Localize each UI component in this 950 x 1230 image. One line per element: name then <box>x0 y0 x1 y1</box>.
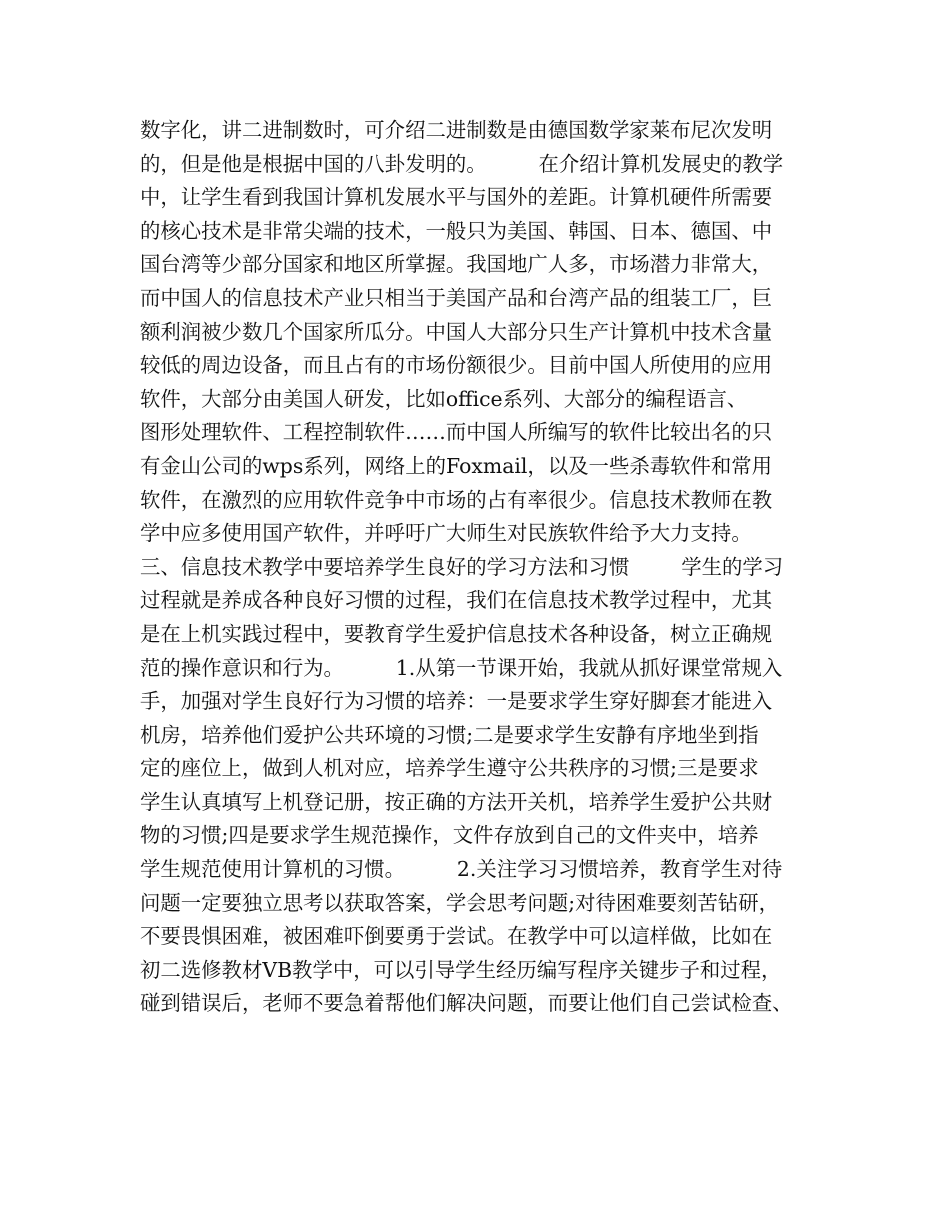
text-line: 不要畏惧困难，被困难吓倒要勇于尝试。在教学中可以這样做，比如在 <box>140 924 773 949</box>
text-line: 是在上机实践过程中，要教育学生爱护信息技术各种设备，树立正确规 <box>140 621 773 646</box>
text-line: 学生规范使用计算机的习惯。 2.关注学习习惯培养，教育学生对待 <box>140 857 783 882</box>
text-line: 初二选修教材VB教学中，可以引导学生经历编写程序关键步子和过程， <box>140 957 782 982</box>
text-line: 软件，大部分由美国人研发，比如office系列、大部分的编程语言、 <box>140 386 748 411</box>
text-line: 问题一定要独立思考以获取答案，学会思考问题;对待困难要刻苦钻研， <box>140 890 779 915</box>
text-line: 软件，在激烈的应用软件竞争中市场的占有率很少。信息技术教师在教 <box>140 487 773 512</box>
text-line: 手，加强对学生良好行为习惯的培养：一是要求学生穿好脚套才能进入 <box>140 689 773 714</box>
text-line: 过程就是养成各种良好习惯的过程，我们在信息技术教学过程中，尤其 <box>140 588 773 613</box>
text-line: 有金山公司的wps系列，网络上的Foxmail，以及一些杀毒软件和常用 <box>140 453 773 478</box>
text-line: 数字化，讲二进制数时，可介绍二进制数是由德国数学家莱布尼次发明 <box>140 118 773 142</box>
text-line: 机房，培养他们爱护公共环境的习惯;二是要求学生安静有序地坐到指 <box>140 722 759 747</box>
text-line: 范的操作意识和行为。 1.从第一节课开始，我就从抓好课堂常规入 <box>140 655 783 680</box>
text-line: 定的座位上，做到人机对应，培养学生遵守公共秩序的习惯;三是要求 <box>140 756 759 781</box>
text-line: 国台湾等少部分国家和地区所掌握。我国地广人多，市场潜力非常大， <box>140 252 773 277</box>
text-line: 图形处理软件、工程控制软件……而中国人所编写的软件比较出名的只 <box>140 420 773 445</box>
section-heading-line: 三、信息技术教学中要培养学生良好的学习方法和习惯 学生的学习 <box>140 554 784 579</box>
text-line: 碰到错误后，老师不要急着帮他们解决问题，而要让他们自己尝试检查、 <box>140 991 793 1016</box>
text-line: 的，但是他是根据中国的八卦发明的。 在介绍计算机发展史的教学 <box>140 151 784 176</box>
text-line: 而中国人的信息技术产业只相当于美国产品和台湾产品的组装工厂，巨 <box>140 285 773 310</box>
text-line: 中，让学生看到我国计算机发展水平与国外的差距。计算机硬件所需要 <box>140 185 773 210</box>
text-line: 较低的周边设备，而且占有的市场份额很少。目前中国人所使用的应用 <box>140 353 773 378</box>
text-line: 物的习惯;四是要求学生规范操作，文件存放到自己的文件夹中，培养 <box>140 823 759 848</box>
text-line: 学中应多使用国产软件，并呼吁广大师生对民族软件给予大力支持。 <box>140 521 752 546</box>
body-text <box>140 114 820 1021</box>
text-line: 学生认真填写上机登记册，按正确的方法开关机，培养学生爱护公共财 <box>140 789 773 814</box>
text-line: 额利润被少数几个国家所瓜分。中国人大部分只生产计算机中技术含量 <box>140 319 773 344</box>
text-line: 的核心技术是非常尖端的技术，一般只为美国、韩国、日本、德国、中 <box>140 218 773 243</box>
